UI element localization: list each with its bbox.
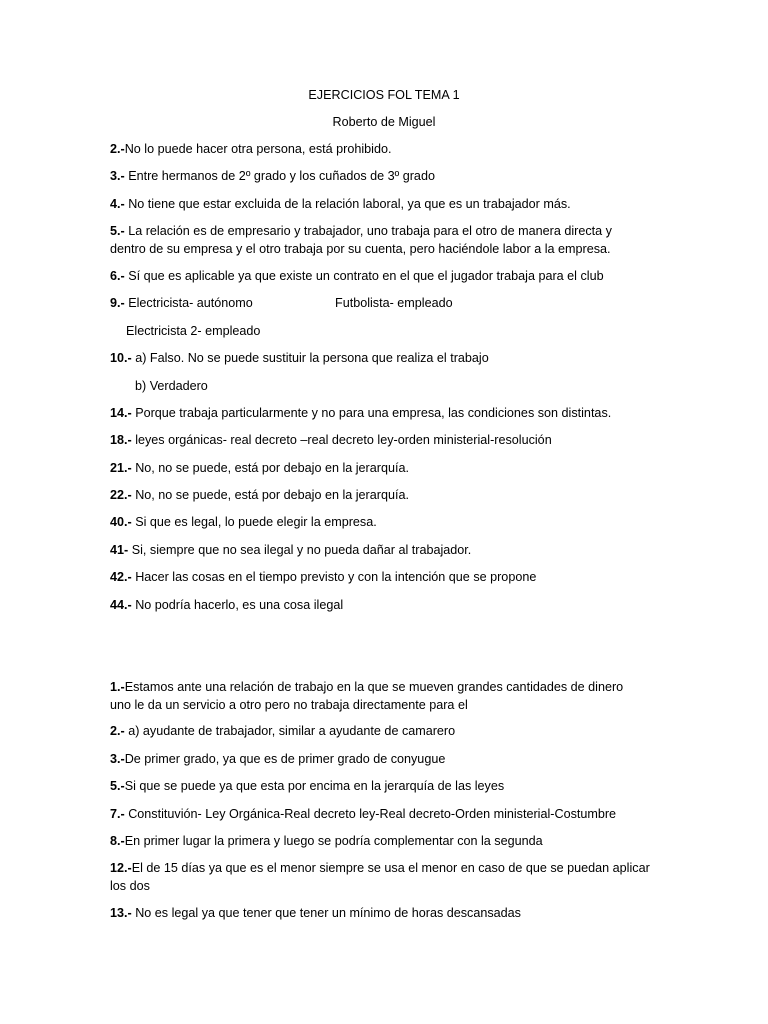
answer-text: No tiene que estar excluida de la relación laboral, ya que es un trabajador más.: [124, 197, 571, 211]
answer-text: Entre hermanos de 2º grado y los cuñados de 3º grado: [124, 169, 435, 183]
answer-text: No es legal ya que tener que tener un mínimo de horas descansadas: [131, 906, 521, 920]
answer-text: a) ayudante de trabajador, similar a ayudante de camarero: [124, 724, 456, 738]
answer-number: 8.-: [110, 834, 125, 848]
answer-41: [110, 541, 658, 559]
answer-number: 41-: [110, 543, 129, 557]
answer-text: Sí que es aplicable ya que existe un contrato en el que el jugador trabaja para el club: [124, 269, 604, 283]
answer-42: [110, 568, 658, 586]
answer-number: 7.-: [110, 807, 125, 821]
answer-5: [110, 222, 632, 258]
answer-b-1: [110, 678, 640, 714]
answer-text: Si, siempre que no sea ilegal y no pueda dañar al trabajador.: [128, 543, 472, 557]
answer-number: 14.-: [110, 406, 132, 420]
answer-text: No, no se puede, está por debajo en la jerarquía.: [131, 488, 409, 502]
answer-text: Hacer las cosas en el tiempo previsto y con la intención que se propone: [131, 570, 537, 584]
answer-number: 5.-: [110, 779, 125, 793]
answer-number: 2.-: [110, 724, 125, 738]
answer-number: 44.-: [110, 598, 132, 612]
answer-number: 42.-: [110, 570, 132, 584]
answer-b-3: [110, 750, 658, 768]
answer-9-continuation: Electricista 2- empleado: [126, 324, 261, 338]
answer-text: No, no se puede, está por debajo en la jerarquía.: [131, 461, 409, 475]
answer-9-second-part: Futbolista- empleado: [335, 296, 453, 310]
answer-text: Si que es legal, lo puede elegir la empresa.: [131, 515, 377, 529]
answer-text: No podría hacerlo, es una cosa ilegal: [131, 598, 344, 612]
answer-18: [110, 431, 658, 449]
answer-number: 10.-: [110, 351, 132, 365]
answer-number: 21.-: [110, 461, 132, 475]
answer-10: [110, 349, 658, 367]
answer-2: [110, 140, 658, 158]
answer-number: 9.-: [110, 296, 125, 310]
answer-text: De primer grado, ya que es de primer grado de conyugue: [124, 752, 446, 766]
answer-number: 1.-: [110, 680, 125, 694]
answer-text: Porque trabaja particularmente y no para una empresa, las condiciones son distintas.: [131, 406, 612, 420]
answer-40: [110, 513, 658, 531]
answer-21: [110, 459, 658, 477]
answer-number: 40.-: [110, 515, 132, 529]
answer-b-2: [110, 722, 658, 740]
document-title: EJERCICIOS FOL TEMA 1: [308, 88, 460, 102]
answer-number: 4.-: [110, 197, 125, 211]
answer-3: [110, 167, 658, 185]
answer-text: leyes orgánicas- real decreto –real decreto ley-orden ministerial-resolución: [131, 433, 552, 447]
answer-b-13: [110, 904, 658, 922]
answer-text: El de 15 días ya que es el menor siempre se usa el menor en caso de que se puedan aplicar los dos: [110, 861, 650, 893]
answer-number: 3.-: [110, 752, 125, 766]
answer-b-12: [110, 859, 658, 895]
answer-44: [110, 596, 658, 614]
answer-text: Estamos ante una relación de trabajo en la que se mueven grandes cantidades de dinero uno le da un servicio a otro pero no trabaja directamente para el: [110, 680, 624, 712]
answer-text: La relación es de empresario y trabajador, uno trabaja para el otro de manera directa y dentro de su empresa y el otro trabaja por su cuenta, pero haciéndole labor a la empresa.: [110, 224, 612, 256]
answer-number: 18.-: [110, 433, 132, 447]
answer-text: Constituvión- Ley Orgánica-Real decreto ley-Real decreto-Orden ministerial-Costumbre: [124, 807, 617, 821]
answer-text: Electricista- autónomo: [124, 296, 253, 310]
answer-number: 22.-: [110, 488, 132, 502]
answer-text: a) Falso. No se puede sustituir la persona que realiza el trabajo: [131, 351, 489, 365]
answer-number: 3.-: [110, 169, 125, 183]
answer-6: [110, 267, 658, 285]
answer-b-5: [110, 777, 658, 795]
answer-text: Si que se puede ya que esta por encima en la jerarquía de las leyes: [124, 779, 505, 793]
answer-number: 5.-: [110, 224, 125, 238]
answer-10-b: b) Verdadero: [135, 379, 208, 393]
answer-14: [110, 404, 658, 422]
document-author: Roberto de Miguel: [332, 115, 436, 129]
answer-number: 6.-: [110, 269, 125, 283]
answer-number: 2.-: [110, 142, 125, 156]
answer-number: 13.-: [110, 906, 132, 920]
answer-text: No lo puede hacer otra persona, está prohibido.: [124, 142, 392, 156]
answer-number: 12.-: [110, 861, 132, 875]
answer-22: [110, 486, 658, 504]
answer-b-8: [110, 832, 658, 850]
answer-b-7: [110, 805, 658, 823]
answer-text: En primer lugar la primera y luego se podría complementar con la segunda: [124, 834, 543, 848]
answer-4: [110, 195, 658, 213]
